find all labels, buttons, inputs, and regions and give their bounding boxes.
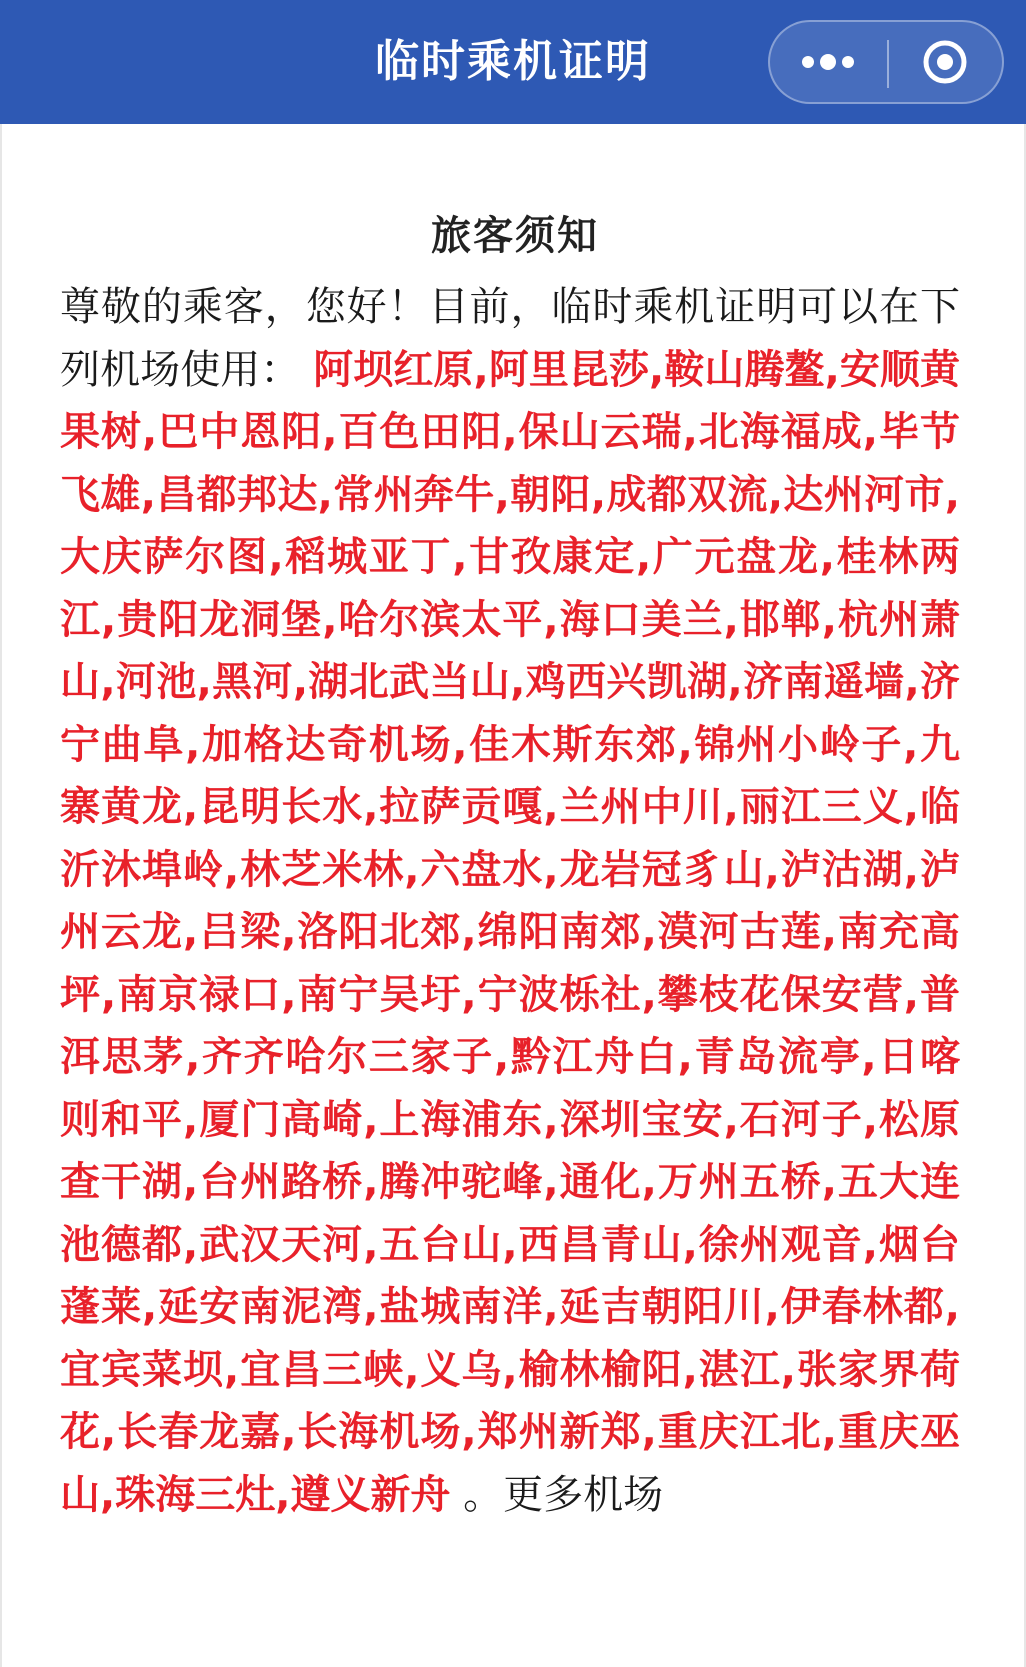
more-dots-icon: [800, 50, 856, 74]
notice-title: 旅客须知: [431, 213, 599, 259]
notice-content: [0, 124, 1026, 1667]
airport-list: 阿坝红原,阿里昆莎,鞍山腾鳌,安顺黄果树,巴中恩阳,百色田阳,保山云瑞,北海福成,毕节飞雄,昌都邦达,常州奔牛,朝阳,成都双流,达州河市,大庆萨尔图,稻城亚丁,甘孜康定,广元盘龙,桂林两江,贵阳龙洞堡,哈尔滨太平,海口美兰,邯郸,杭州萧山,河池,黑河,湖北武当山,鸡西兴凯湖,济南遥墙,济宁曲阜,加格达奇机场,佳木斯东郊,锦州小岭子,九寨黄龙,昆明长水,拉萨贡嘎,兰州中川,丽江三义,临沂沐埠岭,林芝米林,六盘水,龙岩冠豸山,泸沽湖,泸州云龙,吕梁,洛阳北郊,绵阳南郊,漠河古莲,南充高坪,南京禄口,南宁吴圩,宁波栎社,攀枝花保安营,普洱思茅,齐齐哈尔三家子,黔江舟白,青岛流亭,日喀则和平,厦门高崎,上海浦东,深圳宝安,石河子,松原查干湖,台州路桥,腾冲驼峰,通化,万州五桥,五大连池德都,武汉天河,五台山,西昌青山,徐州观音,烟台蓬莱,延安南泥湾,盐城南洋,延吉朝阳川,伊春林都,宜宾菜坝,宜昌三峡,义乌,榆林榆阳,湛江,张家界荷花,长春龙嘉,长海机场,郑州新郑,重庆江北,重庆巫山,珠海三灶,遵义新舟: [60, 346, 960, 1518]
title-bar: [0, 0, 1026, 124]
mini-program-capsule: [768, 20, 1004, 104]
notice-body: [60, 276, 960, 1526]
more-button[interactable]: [770, 22, 887, 102]
notice-suffix: 。更多机场: [463, 1471, 664, 1518]
page-title: 临时乘机证明: [375, 36, 651, 87]
notice-intro: 尊敬的乘客，您好！目前，临时乘机证明可以在下列机场使用：: [60, 284, 960, 393]
close-button[interactable]: [889, 22, 1002, 102]
target-close-icon: [921, 38, 969, 86]
